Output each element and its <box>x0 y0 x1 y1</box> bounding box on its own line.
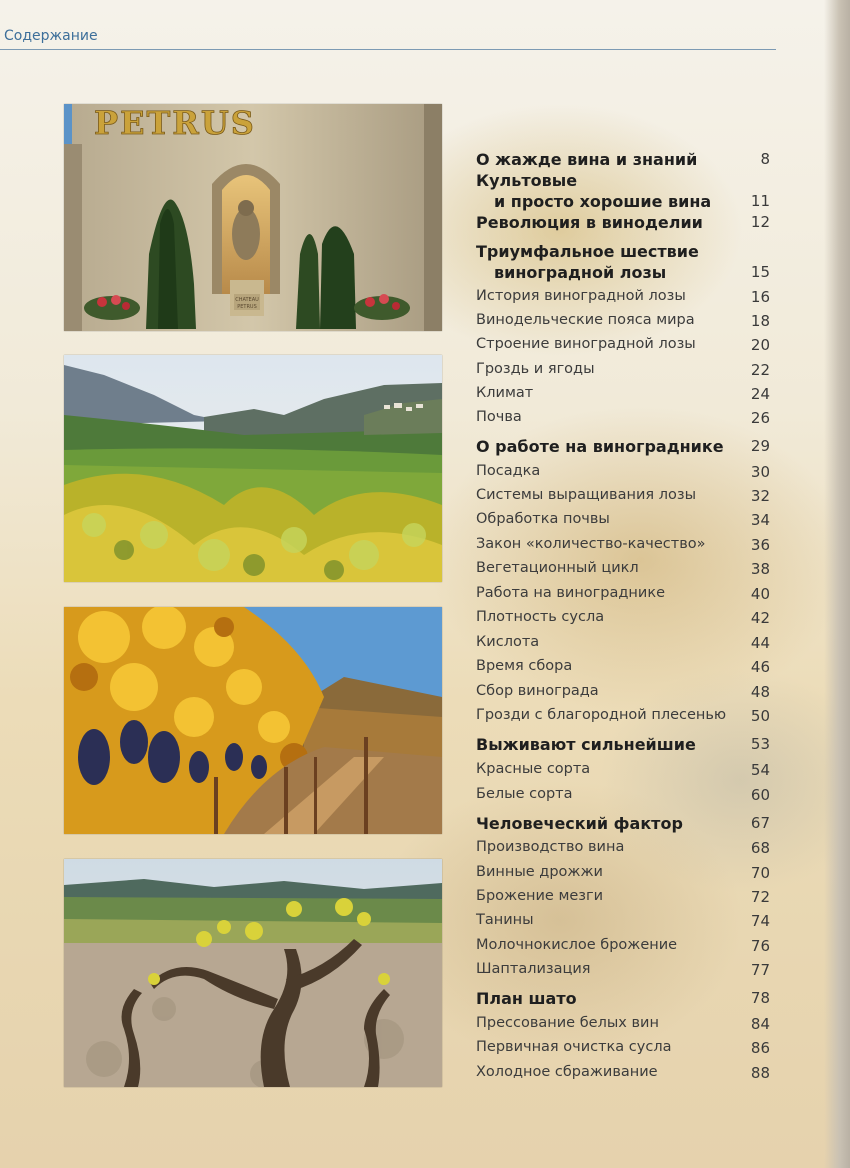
toc-entry-title: План шато <box>476 989 577 1008</box>
toc-entry-title: Закон «количество-качество» <box>476 536 706 552</box>
toc-entry-title: История виноградной лозы <box>476 288 686 304</box>
toc-entry-title: Брожение мезги <box>476 888 604 904</box>
toc-entry-page: 54 <box>750 761 770 779</box>
toc-entry-page: 42 <box>750 609 770 627</box>
toc-entry-title: Посадка <box>476 463 541 479</box>
toc-entry-page: 30 <box>750 463 770 481</box>
toc-entry-page: 67 <box>750 814 770 832</box>
toc-entry-page: 50 <box>750 707 770 725</box>
toc-entry-title: Прессование белых вин <box>476 1015 659 1031</box>
photo-old-vines <box>64 859 442 1087</box>
toc-entry-title: Климат <box>476 385 534 401</box>
toc-entry-title: О жажде вина и знаний <box>476 150 698 169</box>
toc-entry-page: 40 <box>750 585 770 603</box>
toc-entry-title: Винные дрожжи <box>476 864 603 880</box>
toc-entry-title: Производство вина <box>476 839 625 855</box>
toc-entry-title: Холодное сбраживание <box>476 1064 658 1080</box>
header-rule <box>0 49 776 50</box>
toc-entry-title: Строение виноградной лозы <box>476 336 696 352</box>
toc-entry-page: 22 <box>750 361 770 379</box>
toc-entry-title: О работе на винограднике <box>476 437 724 456</box>
photo-valley-vineyard <box>64 355 442 582</box>
toc-entry-title: Вегетационный цикл <box>476 560 639 576</box>
toc-entry-page: 78 <box>750 989 770 1007</box>
toc-entry-page: 38 <box>750 560 770 578</box>
toc-entry-title: Выживают сильнейшие <box>476 735 696 754</box>
toc-entry-page: 53 <box>750 735 770 753</box>
toc-entry-title-line2: и просто хорошие вина <box>494 192 712 211</box>
toc-entry-title: Триумфальное шествие <box>476 242 699 261</box>
toc-entry-page: 12 <box>750 213 770 231</box>
toc-entry-page: 77 <box>750 961 770 979</box>
toc-entry-page: 26 <box>750 409 770 427</box>
toc-entry-page: 36 <box>750 536 770 554</box>
toc-entry-page: 11 <box>750 192 770 210</box>
toc-entry-page: 72 <box>750 888 770 906</box>
toc-entry-title: Танины <box>476 912 534 928</box>
toc-entry-page: 60 <box>750 786 770 804</box>
toc-entry-page: 68 <box>750 839 770 857</box>
toc-entry-title: Красные сорта <box>476 761 591 777</box>
toc-entry-page: 24 <box>750 385 770 403</box>
toc-entry-title: Первичная очистка сусла <box>476 1039 672 1055</box>
section-header: Содержание <box>4 28 98 44</box>
toc-entry-title-line2: виноградной лозы <box>494 263 667 282</box>
toc-entry-page: 74 <box>750 912 770 930</box>
toc-entry-title: Шаптализация <box>476 961 591 977</box>
page-binding-shadow <box>824 0 850 1168</box>
toc-entry-page: 44 <box>750 634 770 652</box>
toc-entry-page: 32 <box>750 487 770 505</box>
toc-entry-page: 16 <box>750 288 770 306</box>
toc-entry-title: Кислота <box>476 634 540 650</box>
toc-entry-title: Почва <box>476 409 522 425</box>
toc-entry-title: Гроздь и ягоды <box>476 361 595 377</box>
toc-entry-page: 20 <box>750 336 770 354</box>
toc-entry-page: 29 <box>750 437 770 455</box>
toc-entry-page: 88 <box>750 1064 770 1082</box>
toc-entry-title: Сбор винограда <box>476 683 599 699</box>
toc-entry-title: Революция в виноделии <box>476 213 703 232</box>
toc-entry-page: 8 <box>760 150 770 168</box>
toc-entry-title: Плотность сусла <box>476 609 605 625</box>
toc-entry-title: Человеческий фактор <box>476 814 683 833</box>
toc-entry-page: 84 <box>750 1015 770 1033</box>
toc-entry-page: 48 <box>750 683 770 701</box>
toc-entry-title: Молочнокислое брожение <box>476 937 678 953</box>
toc-entry-page: 70 <box>750 864 770 882</box>
photo-petrus-facade <box>64 104 442 331</box>
toc-entry-title: Время сбора <box>476 658 573 674</box>
toc-entry-title: Работа на винограднике <box>476 585 665 601</box>
toc-entry-title: Обработка почвы <box>476 511 610 527</box>
toc-entry-page: 15 <box>750 263 770 281</box>
toc-entry-title: Винодельческие пояса мира <box>476 312 695 328</box>
petrus-sign: PETRUS <box>94 104 256 142</box>
toc-entry-page: 18 <box>750 312 770 330</box>
toc-entry-title: Грозди с благородной плесенью <box>476 707 727 723</box>
toc-entry-page: 46 <box>750 658 770 676</box>
toc-entry-title: Культовые <box>476 171 578 190</box>
toc-entry-page: 86 <box>750 1039 770 1057</box>
plaque-text-2: PETRUS <box>237 304 257 310</box>
toc-entry-title: Системы выращивания лозы <box>476 487 697 503</box>
toc-entry-title: Белые сорта <box>476 786 573 802</box>
toc-entry-page: 76 <box>750 937 770 955</box>
photo-autumn-grapes <box>64 607 442 834</box>
toc-entry-page: 34 <box>750 511 770 529</box>
plaque-text-1: CHATEAU <box>235 297 259 303</box>
